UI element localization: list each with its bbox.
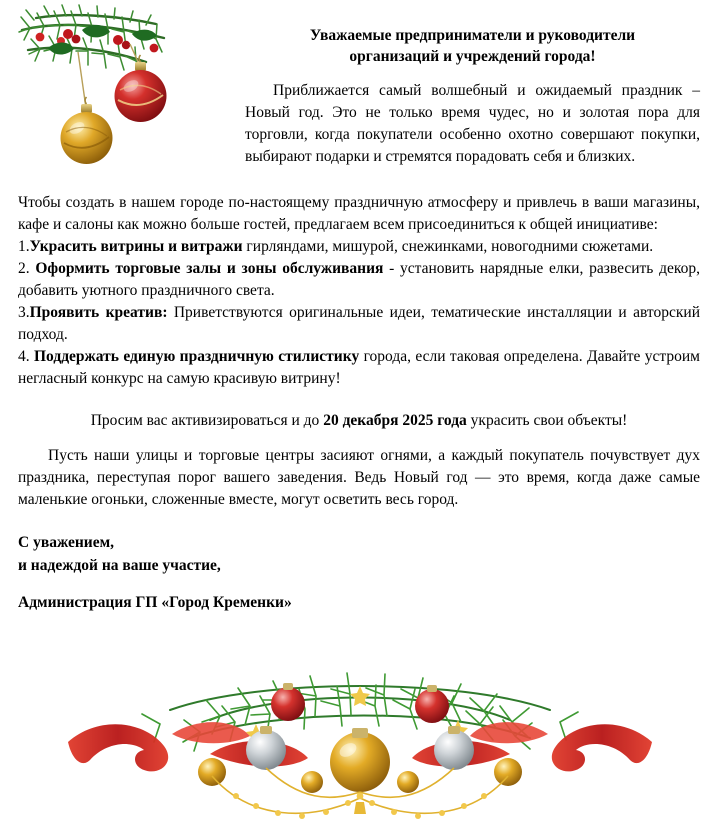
list-item-text: Приветствуются оригинальные идеи, тематические инсталляции и авторский подход. [18,304,700,343]
list-item-bold: Украсить витрины и витражи [29,238,243,255]
heading-line-2: организаций и учреждений города! [349,47,596,65]
signature-line-2: и надеждой на ваше участие, [18,557,221,575]
paragraph-spacer [18,432,700,445]
list-item-text: гирляндами, мишурой, снежинками, новогодними сюжетами. [242,238,654,255]
call-prefix: Просим вас активизироваться и до [90,412,324,429]
call-to-action [18,410,700,432]
heading-line-1: Уважаемые предприниматели и руководители [309,27,636,44]
list-item-bold: Проявить креатив: [29,304,168,321]
paragraph-spacer [18,511,700,531]
call-deadline-date: 20 декабря 2025 года [323,412,467,429]
list-item-number: 1. [18,238,30,255]
call-suffix: украсить свои объекты! [466,412,628,429]
list-item-bold: Оформить торговые залы и зоны обслуживания [35,260,384,277]
closing-paragraph: Пусть наши улицы и торговые центры засияют огнями, а каждый покупатель почувствует дух праздника, переступая порог вашего заведения. Ведь Новый год — это время, когда даже самые маленькие огоньки, сложенные вместе, могут осветить весь город. [18,447,700,508]
signature-spacer [18,578,700,591]
list-item-number: 4. [18,348,34,365]
list-item-bold: Поддержать единую праздничную стилистику [34,348,360,365]
list-item-text: - установить нарядные елки, развесить декор, добавить уютного праздничного света. [18,260,700,299]
christmas-branch-with-baubles-image [14,4,244,189]
intro-paragraph: Приближается самый волшебный и ожидаемый праздник – Новый год. Это не только время чудес, но и золотая пора для торговли, когда покупатели особенно охотно совершают покупки, выбирают подарки и стремятся порадовать себя и близких. [245,82,700,165]
list-item [18,258,700,302]
signature-block [18,531,700,614]
document-body [18,192,700,614]
list-item-number: 2. [18,260,36,277]
paragraph-spacer [18,390,700,410]
signature-line-1: С уважением, [18,534,115,551]
intro-continued: Чтобы создать в нашем городе по-настоящему праздничную атмосферу и привлечь в ваши магазины, кафе и салоны как можно больше гостей, предлагаем всем присоединиться к общей инициативе: [18,194,700,233]
document-heading [245,26,700,68]
list-item [18,346,700,390]
christmas-garland-image [60,650,660,820]
list-item [18,236,700,258]
list-item [18,302,700,346]
list-item-text: города, если таковая определена. Давайте устроим негласный конкурс на самую красивую витрину! [18,348,700,387]
signature-authority: Администрация ГП «Город Кременки» [18,593,292,611]
list-item-number: 3. [18,304,30,321]
